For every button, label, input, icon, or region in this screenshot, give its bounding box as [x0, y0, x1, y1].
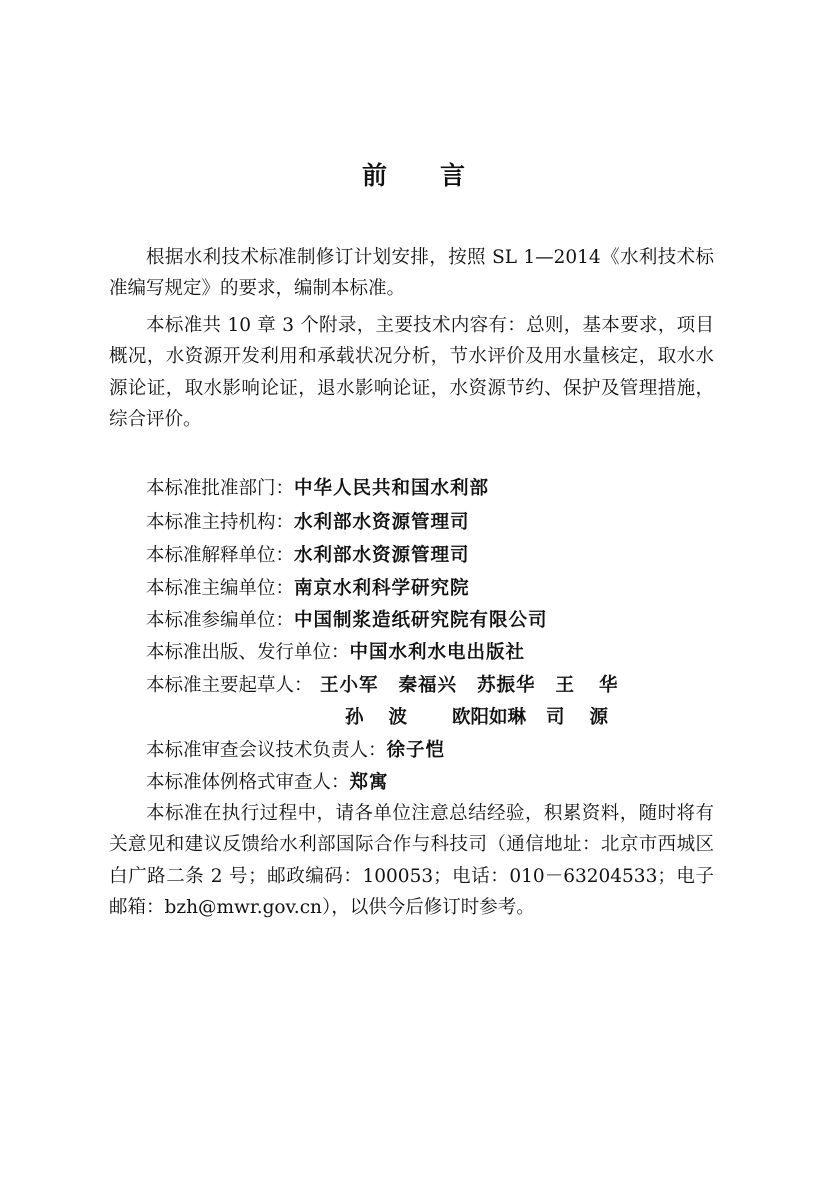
feedback-paragraph: 本标准在执行过程中，请各单位注意总结经验，积累资料，随时将有关意见和建议反馈给水利部国际合作与科技司（通信地址：北京市西城区白广路二条 2 号；邮政编码：100053；电话：010－63204533；电子邮箱：bzh@mwr.gov.cn），以供今后修订时参考。 [109, 803, 714, 918]
reviewer-label: 本标准审查会议技术负责人： [146, 740, 387, 761]
drafter-name: 苏振华 [477, 675, 536, 696]
drafters-row [146, 671, 726, 697]
drafter-name: 王小军 [319, 675, 379, 696]
chief-editor-label: 本标准主编单位： [146, 578, 295, 599]
reviewer-value: 徐子恺 [386, 740, 446, 761]
drafter-name: 秦福兴 [398, 675, 457, 696]
format-reviewer-value: 郑寓 [349, 772, 389, 793]
approval-row [146, 474, 726, 500]
drafter-name: 孙波 [345, 707, 433, 728]
interpret-row [146, 541, 726, 567]
approval-label: 本标准批准部门： [146, 478, 295, 499]
drafters-row-continued [345, 703, 653, 729]
drafter-name: 王华 [555, 675, 643, 696]
drafter-name: 司源 [546, 707, 634, 728]
format-reviewer-row [146, 768, 726, 794]
page-title: 前言 [361, 161, 518, 190]
chief-editor-row [146, 574, 726, 600]
interpret-value: 水利部水资源管理司 [294, 545, 470, 566]
host-value: 水利部水资源管理司 [294, 512, 470, 533]
participating-unit-value: 中国制浆造纸研究院有限公司 [294, 610, 548, 631]
host-label: 本标准主持机构： [146, 512, 295, 533]
participating-unit-label: 本标准参编单位： [146, 610, 295, 631]
chief-editor-value: 南京水利科学研究院 [294, 578, 470, 599]
reviewer-row [146, 736, 726, 762]
publisher-value: 中国水利水电出版社 [349, 642, 526, 663]
approval-value: 中华人民共和国水利部 [294, 478, 490, 499]
format-reviewer-label: 本标准体例格式审查人： [146, 772, 350, 793]
interpret-label: 本标准解释单位： [146, 545, 295, 566]
content-summary-paragraph: 本标准共 10 章 3 个附录，主要技术内容有：总则，基本要求，项目概况，水资源开发利用和承载状况分析，节水评价及用水量核定，取水水源论证，取水影响论证，退水影响论证，水资源节约、保护及管理措施，综合评价。 [109, 315, 714, 430]
intro-paragraph: 根据水利技术标准制修订计划安排，按照 SL 1—2014《水利技术标准编写规定》的要求，编制本标准。 [109, 247, 714, 300]
publisher-row [146, 638, 726, 664]
participating-unit-row [146, 606, 726, 632]
drafter-name: 欧阳如琳 [452, 707, 527, 728]
host-row [146, 508, 726, 534]
drafters-label: 本标准主要起草人： [146, 675, 313, 696]
publisher-label: 本标准出版、发行单位： [146, 642, 350, 663]
